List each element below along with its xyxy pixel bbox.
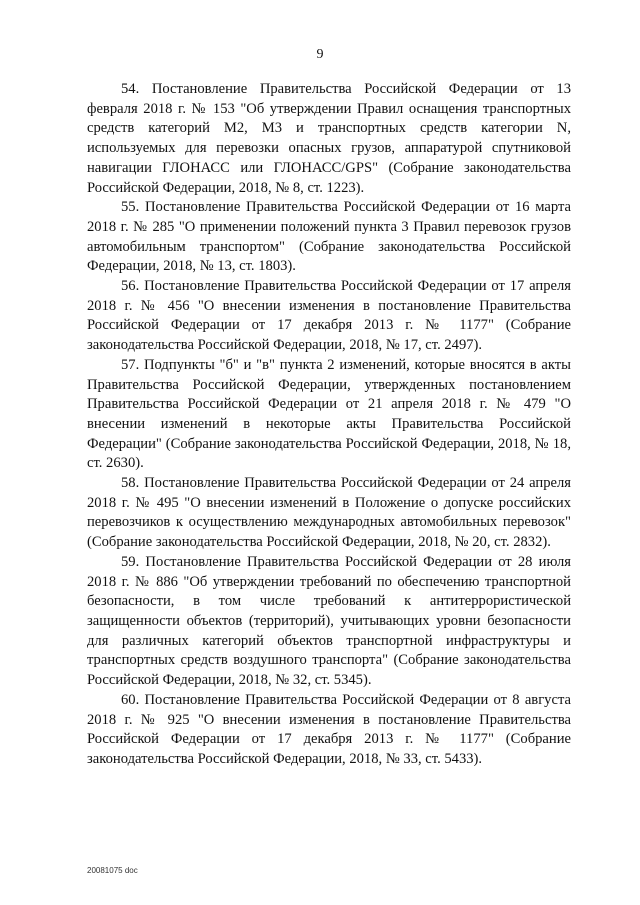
list-item-58: 58. Постановление Правительства Российской Федерации от 24 апреля 2018 г. № 495 "О внесении изменений в Положение о допуске российских перевозчиков к осуществлению международных автомобильных перевозок" (Собрание законодательства Российской Федерации, 2018, № 20, ст. 2832). bbox=[87, 475, 571, 551]
list-item-60: 60. Постановление Правительства Российской Федерации от 8 августа 2018 г. № 925 "О внесении изменения в постановление Правительства Российской Федерации от 17 декабря 2013 г. № 1177" (Собрание законодательства Российской Федерации, 2018, № 33, ст. 5433). bbox=[87, 691, 571, 767]
list-item-56: 56. Постановление Правительства Российской Федерации от 17 апреля 2018 г. № 456 "О внесении изменения в постановление Правительства Российской Федерации от 17 декабря 2013 г. № 1177" (Собрание законодательства Российской Федерации, 2018, № 17, ст. 2497). bbox=[87, 278, 571, 354]
footer-file-code: 20081075 doc bbox=[87, 866, 138, 875]
list-item-57: 57. Подпункты "б" и "в" пункта 2 изменений, которые вносятся в акты Правительства Российской Федерации, утвержденных постановлением Правительства Российской Федерации от 21 апреля 2018 г. № 479 "О внесении изменений в некоторые акты Правительства Российской Федерации" (Собрание законодательства Российской Федерации, 2018, № 18, ст. 2630). bbox=[87, 356, 571, 472]
page-number: 9 bbox=[316, 47, 324, 62]
list-item-54: 54. Постановление Правительства Российской Федерации от 13 февраля 2018 г. № 153 "Об утверждении Правил оснащения транспортных средств категорий М2, М3 и транспортных средств категории N, используемых для перевозки опасных грузов, аппаратурой спутниковой навигации ГЛОНАСС или ГЛОНАСС/GPS" (Собрание законодательства Российской Федерации, 2018, № 8, ст. 1223). bbox=[87, 81, 571, 196]
list-item-59: 59. Постановление Правительства Российской Федерации от 28 июля 2018 г. № 886 "Об утверждении требований по обеспечению транспортной безопасности, в том числе требований к антитеррористической защищенности объектов (территорий), учитывающих уровни безопасности для различных категорий объектов транспортной инфраструктуры и транспортных средств воздушного транспорта" (Собрание законодательства Российской Федерации, 2018, № 32, ст. 5345). bbox=[87, 553, 571, 689]
list-item-55: 55. Постановление Правительства Российской Федерации от 16 марта 2018 г. № 285 "О применении положений пункта 3 Правил перевозок грузов автомобильным транспортом" (Собрание законодательства Российской Федерации, 2018, № 13, ст. 1803). bbox=[87, 199, 571, 275]
document-body bbox=[87, 80, 571, 770]
